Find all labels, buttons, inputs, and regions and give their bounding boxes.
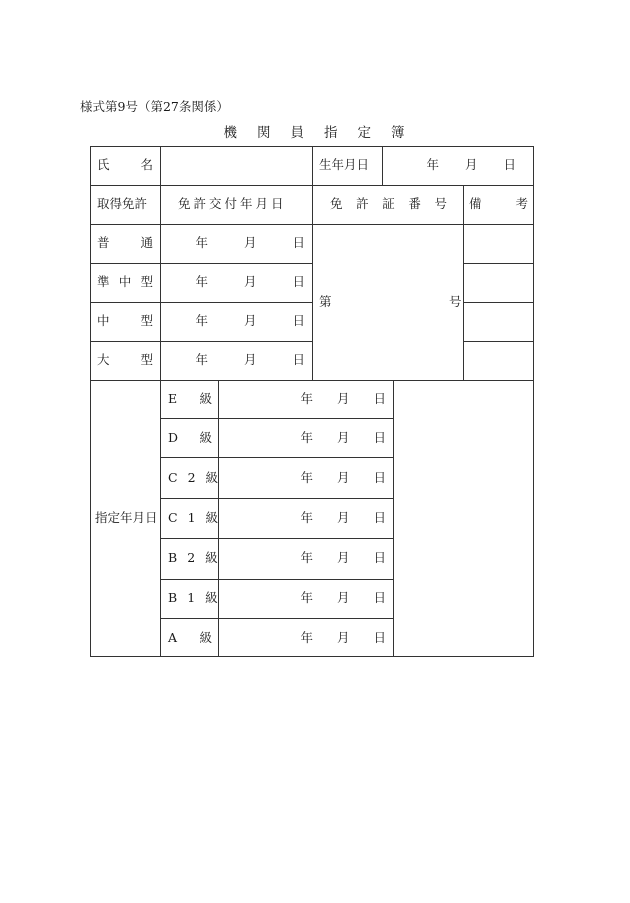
grade-label-char: 級 <box>205 510 219 525</box>
license-number-suffix: 号 <box>449 294 462 309</box>
designation-date[interactable] <box>219 632 393 645</box>
license-number-label-char: 免 <box>330 196 343 211</box>
license-type-label <box>90 315 160 328</box>
date-unit: 日 <box>373 391 386 406</box>
grade-label-char: 級 <box>205 470 219 485</box>
remarks-label <box>463 198 534 211</box>
license-type-char: 通 <box>140 235 153 250</box>
title-char: 機 <box>223 125 239 141</box>
grade-label-char: C <box>168 470 178 485</box>
license-type-char: 普 <box>97 235 110 250</box>
date-unit: 日 <box>373 470 386 485</box>
date-unit: 年 <box>195 352 208 367</box>
date-unit: 年 <box>300 470 313 485</box>
date-unit: 月 <box>336 550 350 565</box>
date-unit: 年 <box>300 391 313 406</box>
grade-label-char: 1 <box>187 510 196 525</box>
license-type-char: 型 <box>140 352 153 367</box>
title-char: 簿 <box>391 125 407 141</box>
license-type-label <box>90 237 160 250</box>
grade-label <box>161 472 218 485</box>
grade-label <box>161 393 218 406</box>
license-number-prefix: 第 <box>319 294 332 309</box>
date-unit: 月 <box>243 235 257 250</box>
grade-label-char: 2 <box>187 550 196 565</box>
license-type-char: 大 <box>97 352 110 367</box>
date-unit: 日 <box>373 550 386 565</box>
date-unit: 日 <box>373 630 386 645</box>
date-unit: 年 <box>300 430 313 445</box>
license-type-char: 準 <box>97 274 110 289</box>
remarks-label-char: 考 <box>515 196 528 211</box>
grade-label-char: B <box>168 590 178 605</box>
name-value-cell[interactable] <box>161 147 311 185</box>
date-unit: 日 <box>373 510 386 525</box>
date-unit: 月 <box>243 313 257 328</box>
designation-date[interactable] <box>219 393 393 406</box>
date-unit: 日 <box>292 313 305 328</box>
issue-date-label: 免許交付年月日 <box>178 196 287 211</box>
designation-date[interactable] <box>219 592 393 605</box>
license-issue-date[interactable] <box>161 354 312 367</box>
date-unit: 年 <box>195 235 208 250</box>
license-number-label-char: 号 <box>434 196 447 211</box>
grade-label <box>161 432 218 445</box>
date-unit: 月 <box>336 391 350 406</box>
date-unit: 月 <box>243 352 257 367</box>
grade-label-char: E <box>168 391 178 406</box>
date-unit: 年 <box>195 313 208 328</box>
date-unit: 月 <box>336 510 350 525</box>
designation-date[interactable] <box>219 512 393 525</box>
designation-date[interactable] <box>219 472 393 485</box>
birth-date-label: 生年月日 <box>319 157 370 172</box>
date-unit: 日 <box>292 235 305 250</box>
date-unit: 月 <box>243 274 257 289</box>
date-unit: 月 <box>336 430 350 445</box>
title-char: 定 <box>357 125 373 141</box>
date-unit: 月 <box>464 157 478 172</box>
grade-label <box>161 632 218 645</box>
name-label-char: 氏 <box>97 157 110 172</box>
date-unit: 月 <box>336 630 350 645</box>
license-type-char: 中 <box>97 313 110 328</box>
date-unit: 月 <box>336 470 350 485</box>
designation-date[interactable] <box>219 432 393 445</box>
license-type-label <box>90 276 160 289</box>
name-label <box>90 159 160 172</box>
license-number-label-char: 許 <box>356 196 369 211</box>
grade-label-char: 級 <box>205 590 218 605</box>
page-title <box>0 121 630 141</box>
grade-label <box>161 512 218 525</box>
grade-label <box>161 592 218 605</box>
grade-label-char: 級 <box>199 391 212 406</box>
date-unit: 年 <box>300 550 313 565</box>
date-unit: 年 <box>426 157 439 172</box>
title-char: 関 <box>257 125 273 141</box>
license-type-char: 中 <box>118 274 132 289</box>
license-issue-date[interactable] <box>161 315 312 328</box>
license-number-label <box>312 198 463 211</box>
date-unit: 日 <box>373 430 386 445</box>
remarks-label-char: 備 <box>469 196 482 211</box>
license-type-char: 型 <box>140 274 153 289</box>
grade-label-char: 級 <box>199 630 212 645</box>
date-unit: 日 <box>373 590 386 605</box>
birth-date-value[interactable] <box>383 159 534 172</box>
date-unit: 日 <box>292 352 305 367</box>
license-type-label <box>90 354 160 367</box>
license-type-char: 型 <box>140 313 153 328</box>
name-label-char: 名 <box>140 157 153 172</box>
license-issue-date[interactable] <box>161 237 312 250</box>
grade-label-char: A <box>168 630 178 645</box>
grade-label-char: 1 <box>187 590 196 605</box>
date-unit: 月 <box>336 590 350 605</box>
grade-label-char: B <box>168 550 178 565</box>
date-unit: 日 <box>292 274 305 289</box>
license-number-label-char: 番 <box>408 196 421 211</box>
grade-label-char: C <box>168 510 178 525</box>
license-issue-date[interactable] <box>161 276 312 289</box>
license-number-label-char: 証 <box>382 196 395 211</box>
title-char: 指 <box>324 125 340 141</box>
grade-label <box>161 552 218 565</box>
designation-date[interactable] <box>219 552 393 565</box>
date-unit: 年 <box>300 510 313 525</box>
date-unit: 年 <box>300 590 313 605</box>
title-char: 員 <box>290 125 306 141</box>
grade-label-char: 級 <box>205 550 218 565</box>
date-unit: 年 <box>300 630 313 645</box>
acquired-license-label: 取得免許 <box>97 196 148 211</box>
date-unit: 年 <box>195 274 208 289</box>
designation-date-label: 指定年月日 <box>95 510 158 525</box>
register-table <box>90 146 534 657</box>
date-unit: 日 <box>503 157 516 172</box>
grade-label-char: 2 <box>187 470 196 485</box>
form-number: 様式第9号（第27条関係） <box>80 99 229 114</box>
grade-label-char: 級 <box>199 430 212 445</box>
grade-label-char: D <box>168 430 179 445</box>
